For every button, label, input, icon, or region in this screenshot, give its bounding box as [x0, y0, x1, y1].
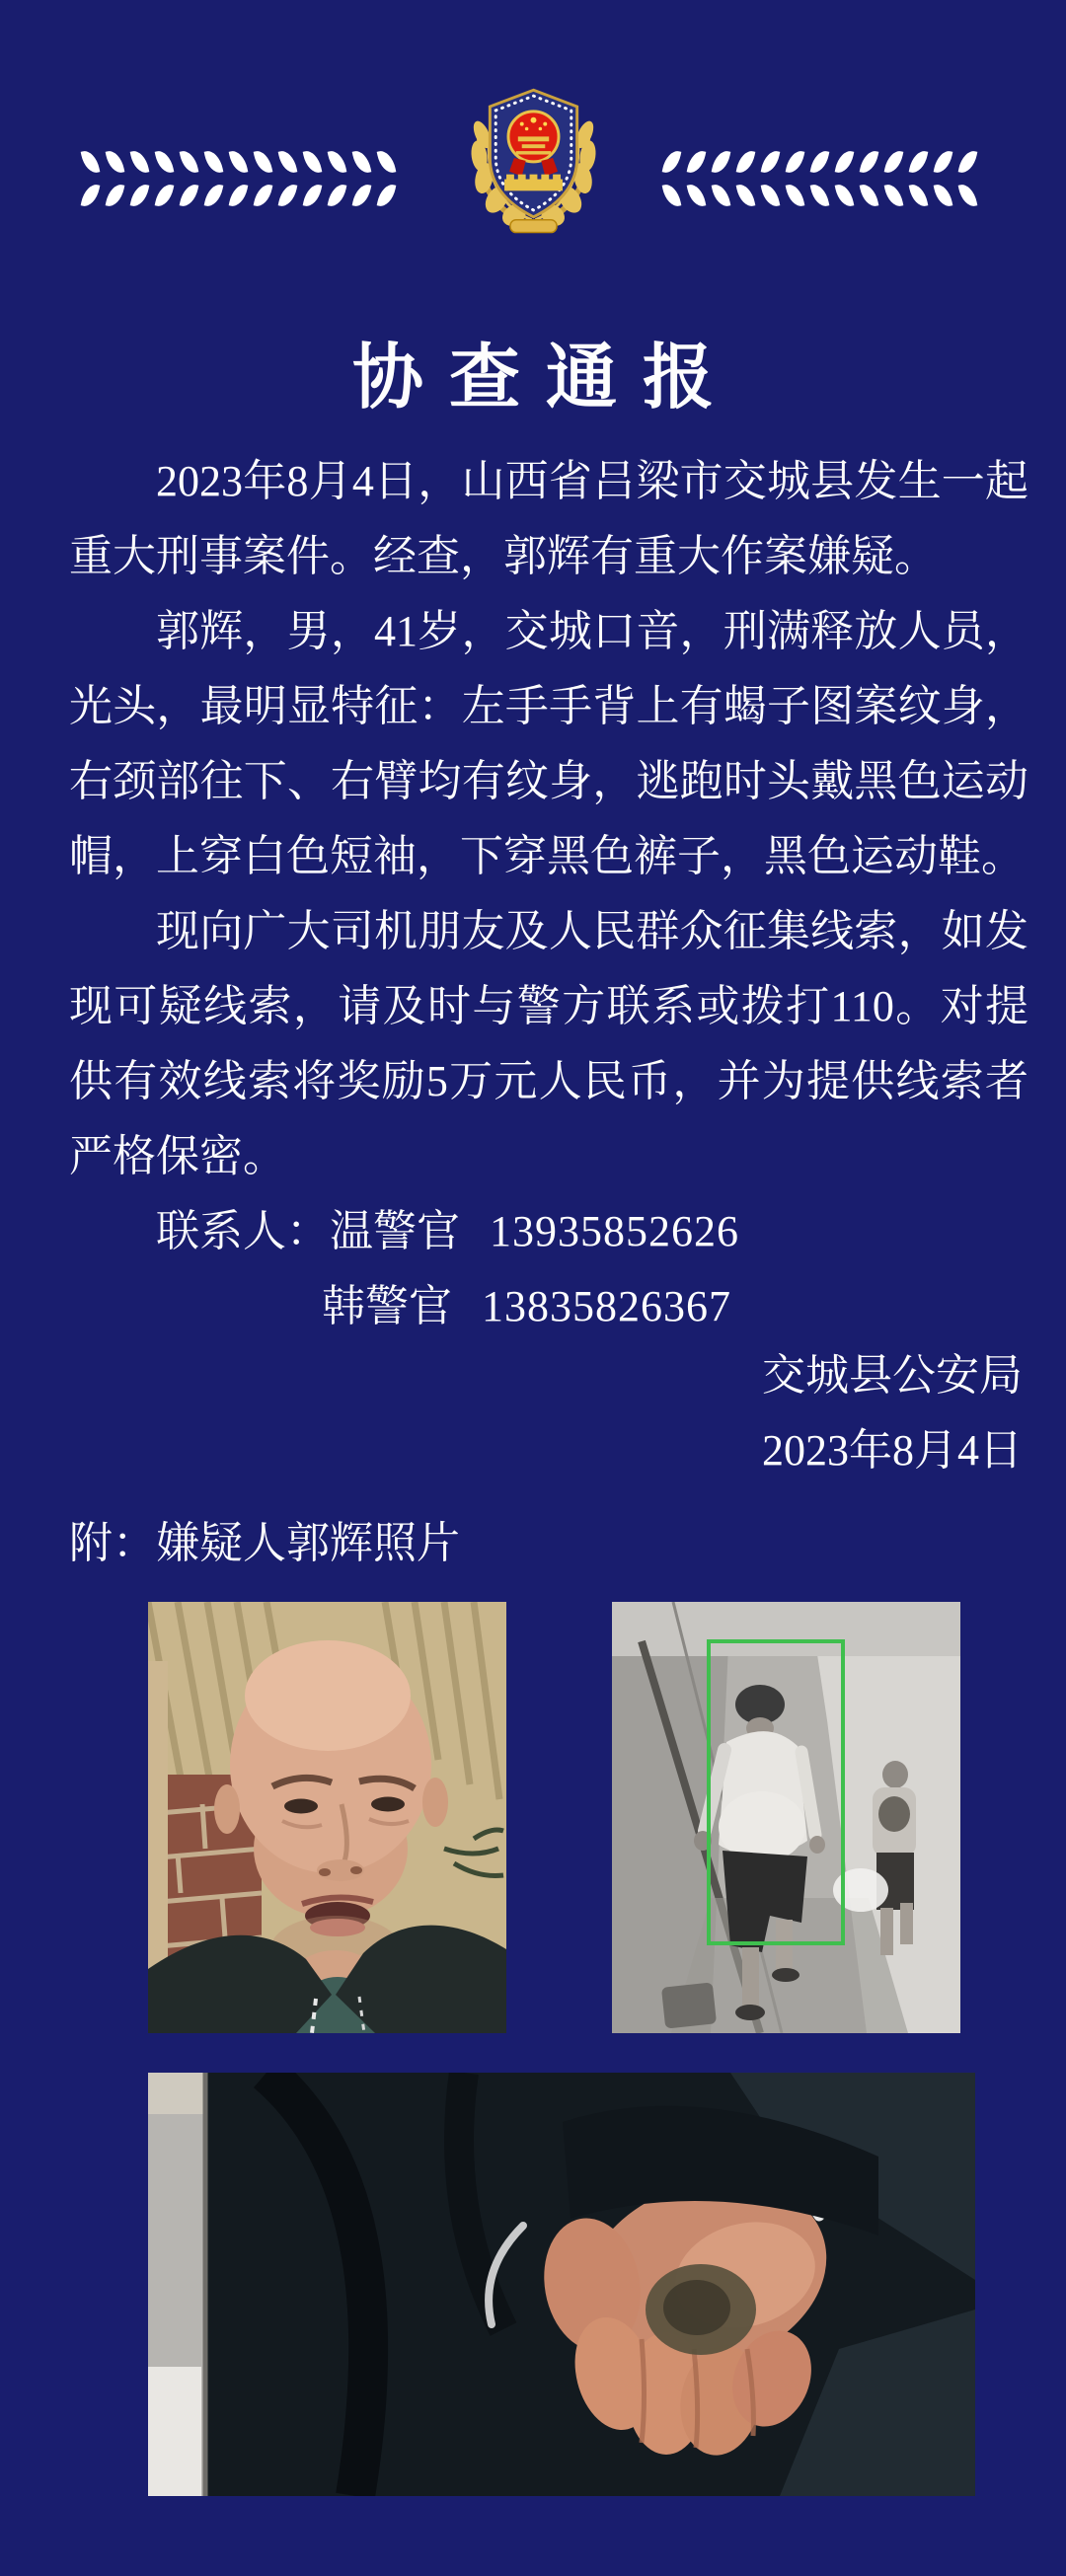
chevron-leaf-icon [130, 149, 150, 176]
chevron-leaf-icon [712, 183, 731, 209]
chevron-leaf-icon [254, 183, 273, 209]
notice-body [69, 444, 1028, 1344]
chevron-leaf-icon [835, 183, 855, 209]
paragraph-reward: 现向广大司机朋友及人民群众征集线索，如发现可疑线索，请及时与警方联系或拨打110。对提供有效线索将奖励5万元人民币，并为提供线索者严格保密。 [69, 907, 1028, 1180]
left-laurel-row [83, 184, 394, 207]
chevron-leaf-icon [761, 183, 781, 209]
chevron-leaf-icon [934, 183, 953, 209]
chevron-leaf-icon [687, 149, 707, 176]
suspect-selfie-photo [148, 1602, 506, 2033]
chevron-leaf-icon [761, 149, 781, 176]
chevron-leaf-icon [662, 183, 682, 209]
issue-date: 2023年8月4日 [762, 1426, 1023, 1475]
left-laurel-row [83, 150, 394, 174]
chevron-leaf-icon [909, 149, 929, 176]
officer-name: 韩警官 [322, 1282, 452, 1330]
chevron-leaf-icon [860, 183, 879, 209]
chevron-leaf-icon [377, 149, 397, 176]
chevron-leaf-icon [884, 183, 904, 209]
chevron-leaf-icon [352, 149, 372, 176]
chevron-leaf-icon [736, 183, 756, 209]
chevron-leaf-icon [835, 149, 855, 176]
paragraph-description: 郭辉，男，41岁，交城口音，刑满释放人员，光头，最明显特征：左手手背上有蝎子图案纹身，右颈部往下、右臂均有纹身，逃跑时头戴黑色运动帽，上穿白色短袖，下穿黑色裤子，黑色运动鞋。 [69, 607, 1028, 880]
chevron-leaf-icon [328, 183, 347, 209]
contact-line-2 [69, 1269, 1028, 1344]
issuing-agency: 交城县公安局 [762, 1351, 1023, 1400]
chevron-leaf-icon [155, 183, 175, 209]
officer-phone: 13935852626 [490, 1207, 739, 1255]
chevron-leaf-icon [303, 183, 323, 209]
chevron-leaf-icon [377, 183, 397, 209]
police-badge-icon [456, 75, 611, 237]
attachment-note: 附：嫌疑人郭辉照片 [69, 1519, 460, 1567]
chevron-leaf-icon [180, 183, 199, 209]
chevron-leaf-icon [81, 183, 101, 209]
paragraph-incident: 2023年8月4日，山西省吕梁市交城县发生一起重大刑事案件。经查，郭辉有重大作案嫌疑。 [69, 457, 1028, 580]
right-laurel-row [664, 150, 975, 174]
signature-block [762, 1338, 1023, 1488]
chevron-leaf-icon [884, 149, 904, 176]
chevron-leaf-icon [106, 149, 125, 176]
chevron-leaf-icon [786, 149, 805, 176]
chevron-leaf-icon [736, 149, 756, 176]
chevron-leaf-icon [687, 183, 707, 209]
hand-tattoo-photo [148, 2073, 975, 2496]
chevron-leaf-icon [934, 149, 953, 176]
chevron-leaf-icon [810, 183, 830, 209]
chevron-leaf-icon [786, 183, 805, 209]
chevron-leaf-icon [229, 149, 249, 176]
chevron-leaf-icon [352, 183, 372, 209]
chevron-leaf-icon [958, 149, 978, 176]
right-laurel-row [664, 184, 975, 207]
chevron-leaf-icon [254, 149, 273, 176]
chevron-leaf-icon [909, 183, 929, 209]
chevron-leaf-icon [204, 183, 224, 209]
contact-label: 联系人： [156, 1207, 330, 1255]
chevron-leaf-icon [303, 149, 323, 176]
chevron-leaf-icon [130, 183, 150, 209]
notice-title: 协查通报 [351, 339, 739, 418]
chevron-leaf-icon [860, 149, 879, 176]
chevron-leaf-icon [958, 183, 978, 209]
chevron-leaf-icon [106, 183, 125, 209]
officer-name: 温警官 [330, 1207, 460, 1255]
chevron-leaf-icon [204, 149, 224, 176]
right-laurel-band [664, 150, 975, 205]
chevron-leaf-icon [810, 149, 830, 176]
chevron-leaf-icon [662, 149, 682, 176]
contact-line-1 [69, 1194, 1028, 1269]
officer-phone: 13835826367 [482, 1282, 731, 1330]
chevron-leaf-icon [278, 149, 298, 176]
chevron-leaf-icon [328, 149, 347, 176]
chevron-leaf-icon [155, 149, 175, 176]
chevron-leaf-icon [712, 149, 731, 176]
chevron-leaf-icon [229, 183, 249, 209]
left-laurel-band [83, 150, 394, 205]
chevron-leaf-icon [180, 149, 199, 176]
cctv-photo [612, 1602, 960, 2033]
chevron-leaf-icon [278, 183, 298, 209]
chevron-leaf-icon [81, 149, 101, 176]
